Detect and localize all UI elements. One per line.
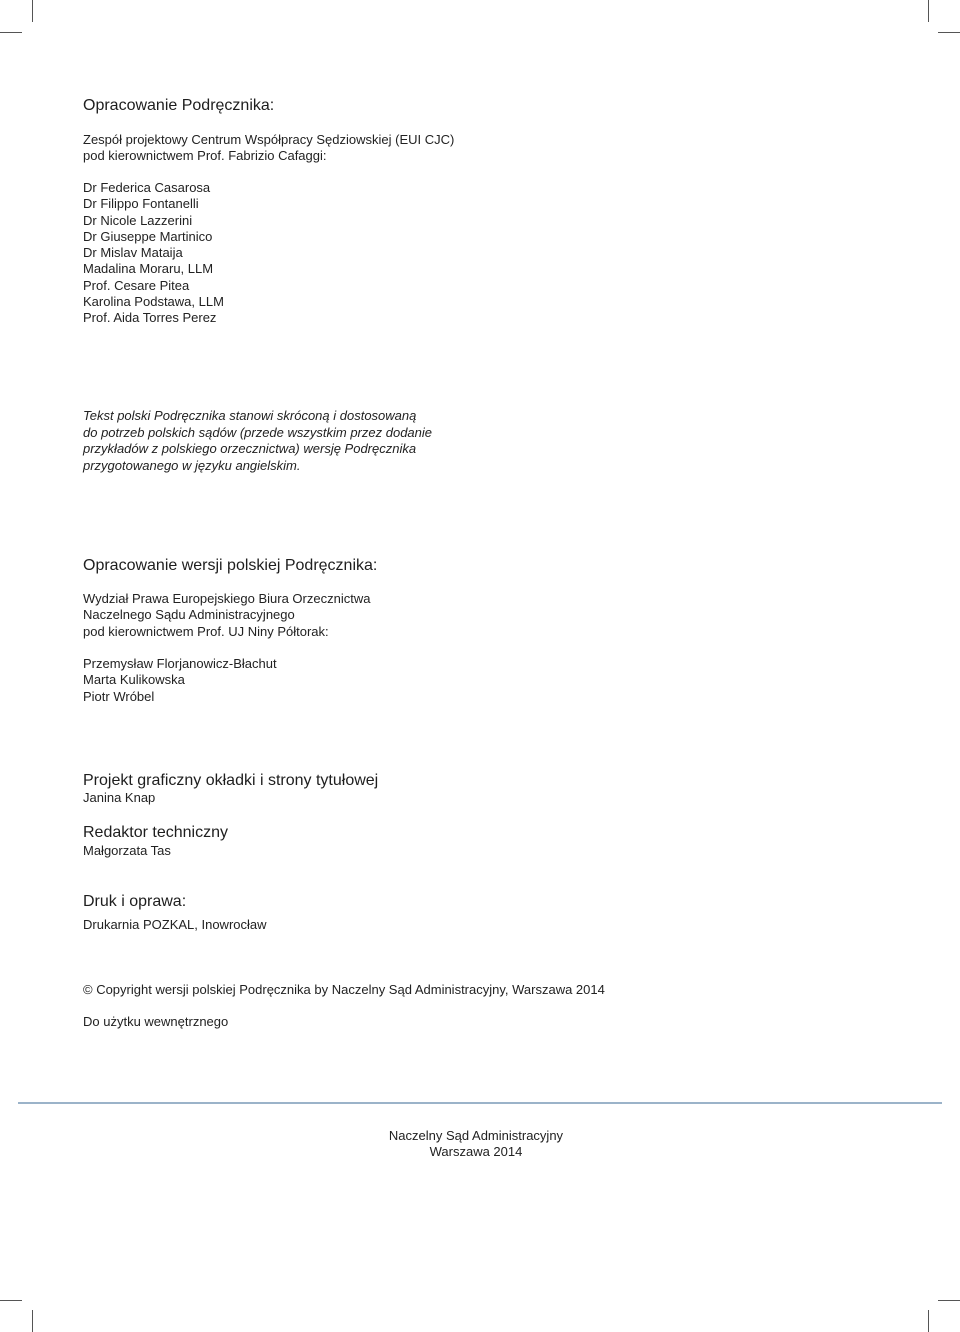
section2-authors xyxy=(83,656,277,705)
author-item: Dr Mislav Mataija xyxy=(83,245,183,261)
dept-line: pod kierownictwem Prof. UJ Niny Półtorak: xyxy=(83,623,329,639)
publisher-name: Naczelny Sąd Administracyjny xyxy=(388,1128,564,1143)
dept-line: Wydział Prawa Europejskiego Biura Orzecznictwa xyxy=(83,591,371,606)
section2-dept xyxy=(83,591,370,640)
section1-authors xyxy=(83,180,224,327)
divider-rule xyxy=(18,1102,942,1104)
crop-mark-bottom-left-h xyxy=(0,1300,22,1301)
note-line: do potrzeb polskich sądów (przede wszystkim przez dodanie xyxy=(83,424,433,440)
editor-heading: Redaktor techniczny xyxy=(83,824,228,841)
note-line: Tekst polski Podręcznika stanowi skróconą i dostosowaną xyxy=(83,408,417,423)
author-item: Przemysław Florjanowicz-Błachut xyxy=(83,656,277,671)
translation-note xyxy=(83,408,432,474)
publisher-place-year: Warszawa 2014 xyxy=(429,1144,523,1160)
author-item: Dr Giuseppe Martinico xyxy=(83,228,213,244)
publisher-block xyxy=(330,1128,622,1161)
crop-mark-bottom-left xyxy=(32,1310,33,1332)
design-name: Janina Knap xyxy=(83,790,156,805)
crop-mark-bottom-right xyxy=(928,1310,929,1332)
note-line: przykładów z polskiego orzecznictwa) wersję Podręcznika xyxy=(83,441,417,457)
author-item: Marta Kulikowska xyxy=(83,672,185,688)
author-item: Prof. Cesare Pitea xyxy=(83,277,190,293)
design-heading: Projekt graficzny okładki i strony tytułowej xyxy=(83,772,379,789)
usage-note: Do użytku wewnętrznego xyxy=(83,1014,229,1029)
author-item: Dr Filippo Fontanelli xyxy=(83,196,199,212)
author-item: Piotr Wróbel xyxy=(83,688,155,704)
author-item: Karolina Podstawa, LLM xyxy=(83,294,224,310)
section1-heading: Opracowanie Podręcznika: xyxy=(83,97,275,114)
copyright-text: © Copyright wersji polskiej Podręcznika by Naczelny Sąd Administracyjny, Warszawa 2014 xyxy=(83,982,605,997)
print-heading: Druk i oprawa: xyxy=(83,893,187,910)
editor-name: Małgorzata Tas xyxy=(83,843,171,858)
author-item: Dr Nicole Lazzerini xyxy=(83,212,193,228)
note-line: przygotowanego w języku angielskim. xyxy=(83,457,301,473)
author-item: Prof. Aida Torres Perez xyxy=(83,310,217,326)
team-line: pod kierownictwem Prof. Fabrizio Cafaggi: xyxy=(83,148,327,164)
dept-line: Naczelnego Sądu Administracyjnego xyxy=(83,607,295,623)
crop-mark-bottom-right-h xyxy=(938,1300,960,1301)
print-name: Drukarnia POZKAL, Inowrocław xyxy=(83,917,267,932)
team-line: Zespół projektowy Centrum Współpracy Sędziowskiej (EUI CJC) xyxy=(83,132,455,147)
author-item: Dr Federica Casarosa xyxy=(83,180,211,195)
crop-mark-top-right xyxy=(928,0,929,22)
crop-mark-top-left-h xyxy=(0,32,22,33)
crop-mark-top-left xyxy=(32,0,33,22)
author-item: Madalina Moraru, LLM xyxy=(83,261,214,277)
crop-mark-top-right-h xyxy=(938,32,960,33)
section2-heading: Opracowanie wersji polskiej Podręcznika: xyxy=(83,557,378,574)
section1-team xyxy=(83,132,454,165)
